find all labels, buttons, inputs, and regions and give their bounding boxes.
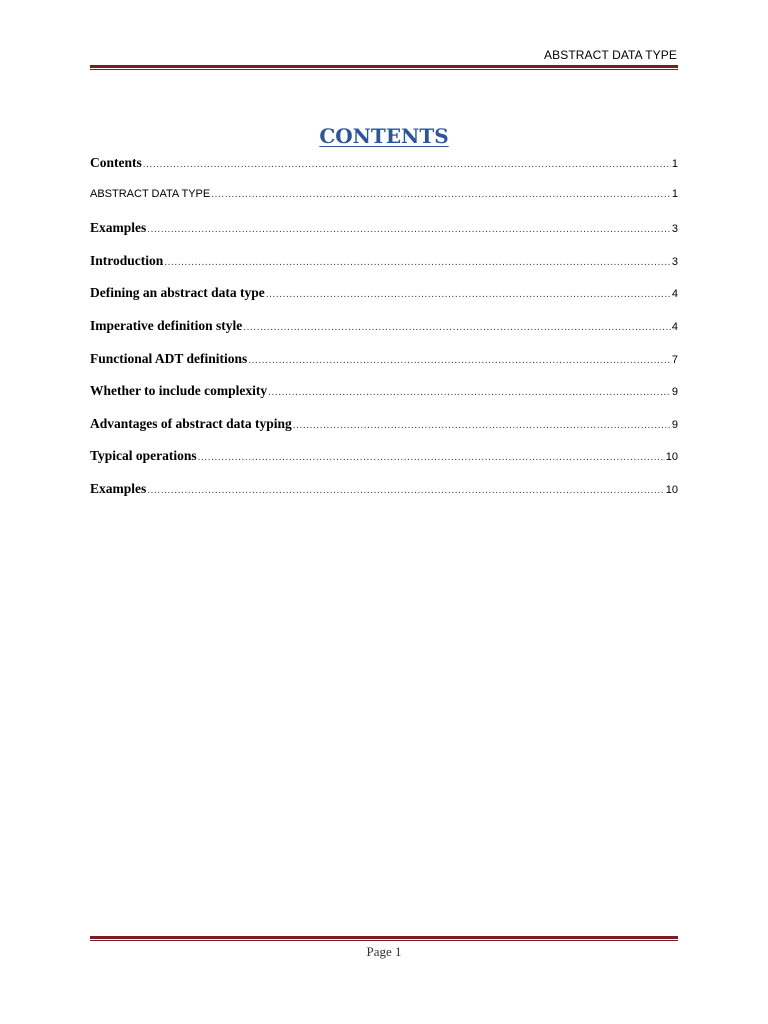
toc-entry[interactable] bbox=[90, 220, 678, 253]
toc-entry-label: Contents bbox=[90, 155, 142, 170]
toc-entry[interactable] bbox=[90, 285, 678, 318]
toc-entry-page: 10 bbox=[665, 451, 678, 464]
toc-entry-page: 9 bbox=[671, 386, 678, 399]
toc-entry-label: Functional ADT definitions bbox=[90, 350, 248, 366]
page-number: Page 1 bbox=[366, 944, 402, 959]
toc-entry-label: ABSTRACT DATA TYPE bbox=[90, 187, 211, 200]
toc-dot-leader bbox=[268, 387, 671, 398]
toc-entry-page: 10 bbox=[665, 483, 678, 496]
toc-dot-leader bbox=[266, 289, 671, 300]
toc-list bbox=[90, 155, 678, 514]
toc-entry-label: Typical operations bbox=[90, 448, 197, 464]
toc-entry-label: Imperative definition style bbox=[90, 317, 243, 333]
toc-entry-page: 1 bbox=[671, 158, 678, 170]
toc-entry-label: Introduction bbox=[90, 252, 164, 268]
toc-entry[interactable] bbox=[90, 318, 678, 351]
toc-entry[interactable] bbox=[90, 481, 678, 514]
toc-entry-page: 4 bbox=[671, 320, 678, 333]
toc-entry[interactable] bbox=[90, 351, 678, 384]
toc-entry-label: Whether to include complexity bbox=[90, 383, 268, 399]
toc-dot-leader bbox=[164, 257, 671, 268]
footer-divider bbox=[90, 936, 678, 941]
toc-entry-page: 7 bbox=[671, 353, 678, 366]
toc-entry[interactable] bbox=[90, 155, 678, 188]
toc-entry-page: 9 bbox=[671, 418, 678, 431]
toc-entry[interactable] bbox=[90, 448, 678, 481]
header-divider bbox=[90, 65, 678, 70]
toc-entry[interactable] bbox=[90, 416, 678, 449]
toc-entry-page: 1 bbox=[671, 187, 678, 200]
toc-dot-leader bbox=[248, 355, 671, 366]
toc-entry-page: 4 bbox=[671, 288, 678, 301]
toc-entry-label: Examples bbox=[90, 480, 147, 496]
toc-entry[interactable] bbox=[90, 188, 678, 221]
toc-entry[interactable] bbox=[90, 383, 678, 416]
toc-entry-page: 3 bbox=[671, 223, 678, 236]
toc-dot-leader bbox=[147, 224, 671, 235]
toc-dot-leader bbox=[198, 452, 665, 463]
toc-entry-label: Defining an abstract data type bbox=[90, 285, 265, 301]
toc-dot-leader bbox=[293, 420, 671, 431]
header-title: ABSTRACT DATA TYPE bbox=[544, 48, 677, 62]
toc-dot-leader bbox=[243, 322, 671, 333]
toc-entry-label: Advantages of abstract data typing bbox=[90, 415, 292, 431]
toc-dot-leader bbox=[147, 485, 664, 496]
toc-dot-leader bbox=[143, 159, 671, 170]
toc-entry-label: Examples bbox=[90, 220, 147, 236]
toc-dot-leader bbox=[211, 189, 671, 200]
toc-heading: CONTENTS bbox=[319, 124, 449, 148]
toc-entry-page: 3 bbox=[671, 255, 678, 268]
toc-entry[interactable] bbox=[90, 253, 678, 286]
